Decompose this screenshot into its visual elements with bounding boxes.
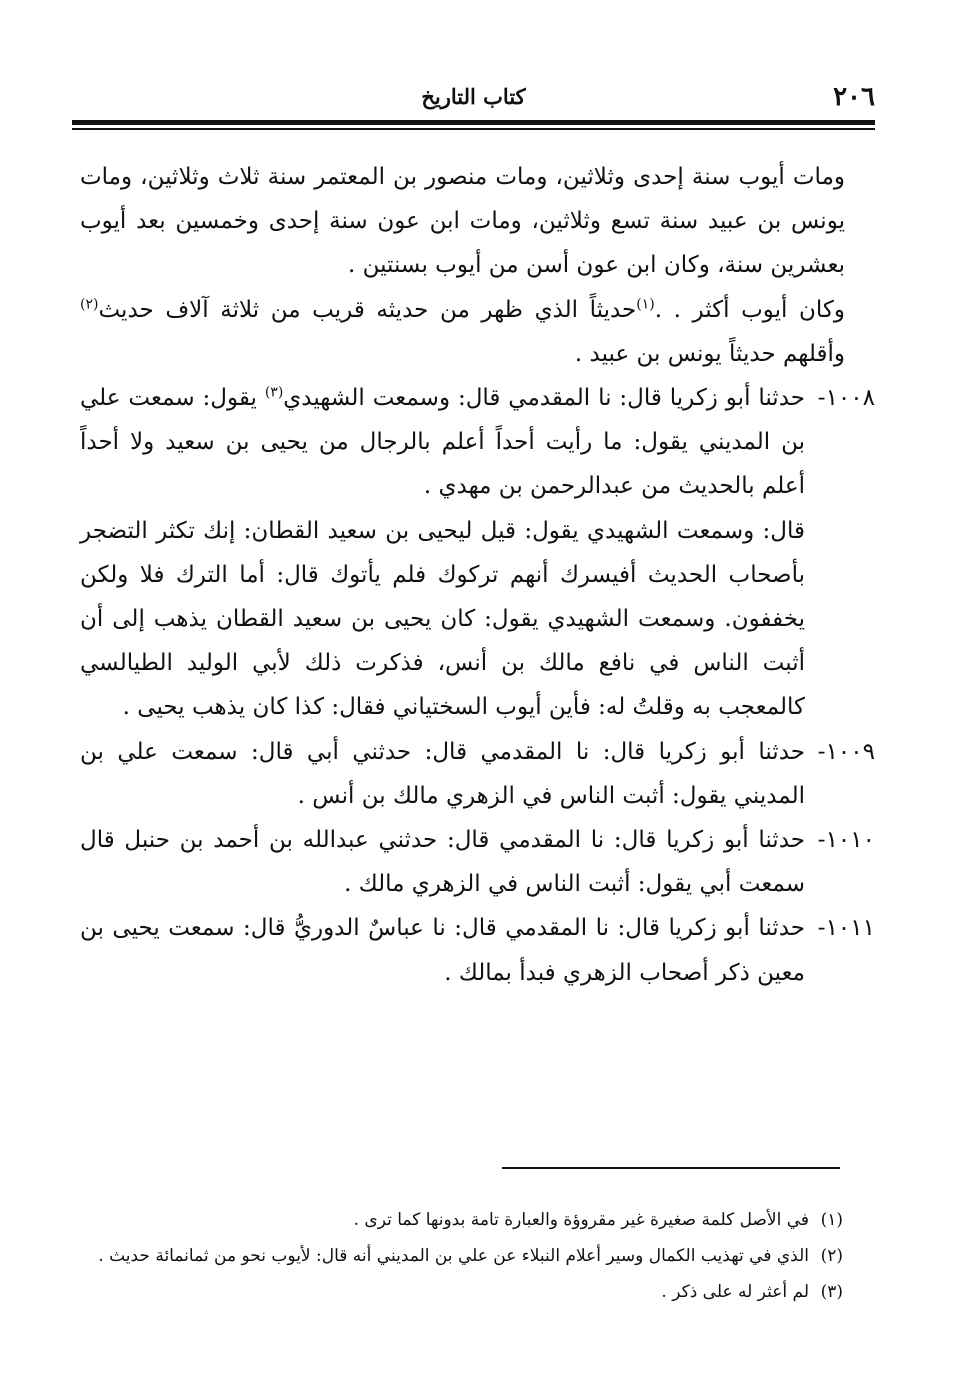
entry-1008-part-2: قال: وسمعت الشهيدي يقول: قيل ليحيى بن سعيد القطان: إنك تكثر التضجر بأصحاب الحديث أفيسرك أنهم تركوك فلم يأتوك قال: أما الترك فلا ولكن يخففون. وسمعت الشهيدي يقول: كان يحيى بن سعيد القطان يذهب إلى أن أثبت الناس في نافع مالك بن أنس، فذكرت ذلك لأبي الوليد الطيالسي كالمعجب به وقلتُ له: فأين أيوب السختياني فقال: كذا كان يذهب يحيى . [80, 517, 805, 721]
entry-1008-text-a: حدثنا أبو زكريا قال: نا المقدمي قال: وسمعت الشهيدي [283, 385, 805, 412]
entry-number: ١٠٠٩- [817, 738, 875, 765]
hadith-entry-1010 [80, 818, 875, 906]
entry-1009-text: حدثنا أبو زكريا قال: نا المقدمي قال: حدثني أبي قال: سمعت علي بن المديني يقول: أثبت الناس في الزهري مالك بن أنس . [80, 738, 805, 809]
intro-p2-part-b: حديثاً الذي ظهر من حديثه قريب من ثلاثة آلاف حديث [98, 296, 637, 323]
footnote-marker: (٣) [820, 1282, 843, 1302]
entry-number: ١٠٠٨- [817, 385, 875, 412]
entry-number: ١٠١٠- [817, 827, 875, 854]
hadith-entry-1011 [80, 906, 875, 994]
running-title: كتاب التاريخ [421, 84, 526, 109]
entry-number: ١٠١١- [817, 915, 875, 942]
footnote-1 [84, 1205, 843, 1235]
hadith-entry-1009 [80, 730, 875, 818]
hadith-entry-1008 [80, 376, 875, 730]
footnote-separator [502, 1167, 840, 1169]
footnote-marker: (١) [820, 1210, 843, 1230]
footnote-marker: (٢) [820, 1246, 843, 1266]
footnote-text: الذي في تهذيب الكمال وسير أعلام النبلاء عن علي بن المديني أنه قال: لأيوب نحو من ثمانمائة حديث . [98, 1246, 809, 1266]
footnote-ref-2: (٢) [80, 295, 99, 312]
intro-paragraph-2 [80, 288, 875, 376]
entry-1011-text: حدثنا أبو زكريا قال: نا المقدمي قال: نا عباسٌ الدوريُّ قال: سمعت يحيى بن معين ذكر أصحاب الزهري فبدأ بمالك . [80, 915, 805, 986]
intro-p2-part-a: وكان أيوب أكثر . . [654, 296, 845, 323]
entry-1008-part-1 [80, 376, 805, 509]
footnote-text: لم أعثر له على ذكر . [661, 1282, 809, 1302]
page-header [72, 82, 875, 114]
entry-1010-text: حدثنا أبو زكريا قال: نا المقدمي قال: حدثني عبدالله بن أحمد بن حنبل قال سمعت أبي يقول: أثبت الناس في الزهري مالك . [80, 827, 805, 898]
page-number: ٢٠٦ [833, 82, 875, 112]
footnote-3 [84, 1277, 843, 1307]
header-rule-thin [72, 128, 875, 130]
footnote-text: في الأصل كلمة صغيرة غير مقروؤة والعبارة تامة بدونها كما ترى . [353, 1210, 809, 1230]
footnote-2 [84, 1241, 843, 1271]
intro-p2-part-c: وأقلهم حديثاً يونس بن عبيد . [574, 340, 845, 367]
entry-1008-text-b: يقول: سمعت علي بن المديني يقول: ما رأيت أحداً أعلم بالرجال من يحيى بن سعيد ولا أحداً أعلم بالحديث من عبدالرحمن بن مهدي . [80, 385, 805, 500]
footnote-ref-1: (١) [636, 295, 655, 312]
intro-paragraph-1: ومات أيوب سنة إحدى وثلاثين، ومات منصور بن المعتمر سنة ثلاث وثلاثين، ومات يونس بن عبيد سنة تسع وثلاثين، ومات ابن عون سنة إحدى وخمسين بعد أيوب بعشرين سنة، وكان ابن عون أسن من أيوب بسنتين . [80, 164, 845, 279]
footnotes [84, 1205, 843, 1313]
main-text [80, 155, 875, 995]
header-rule-thick [72, 120, 875, 125]
footnote-ref-3: (٣) [264, 384, 284, 401]
